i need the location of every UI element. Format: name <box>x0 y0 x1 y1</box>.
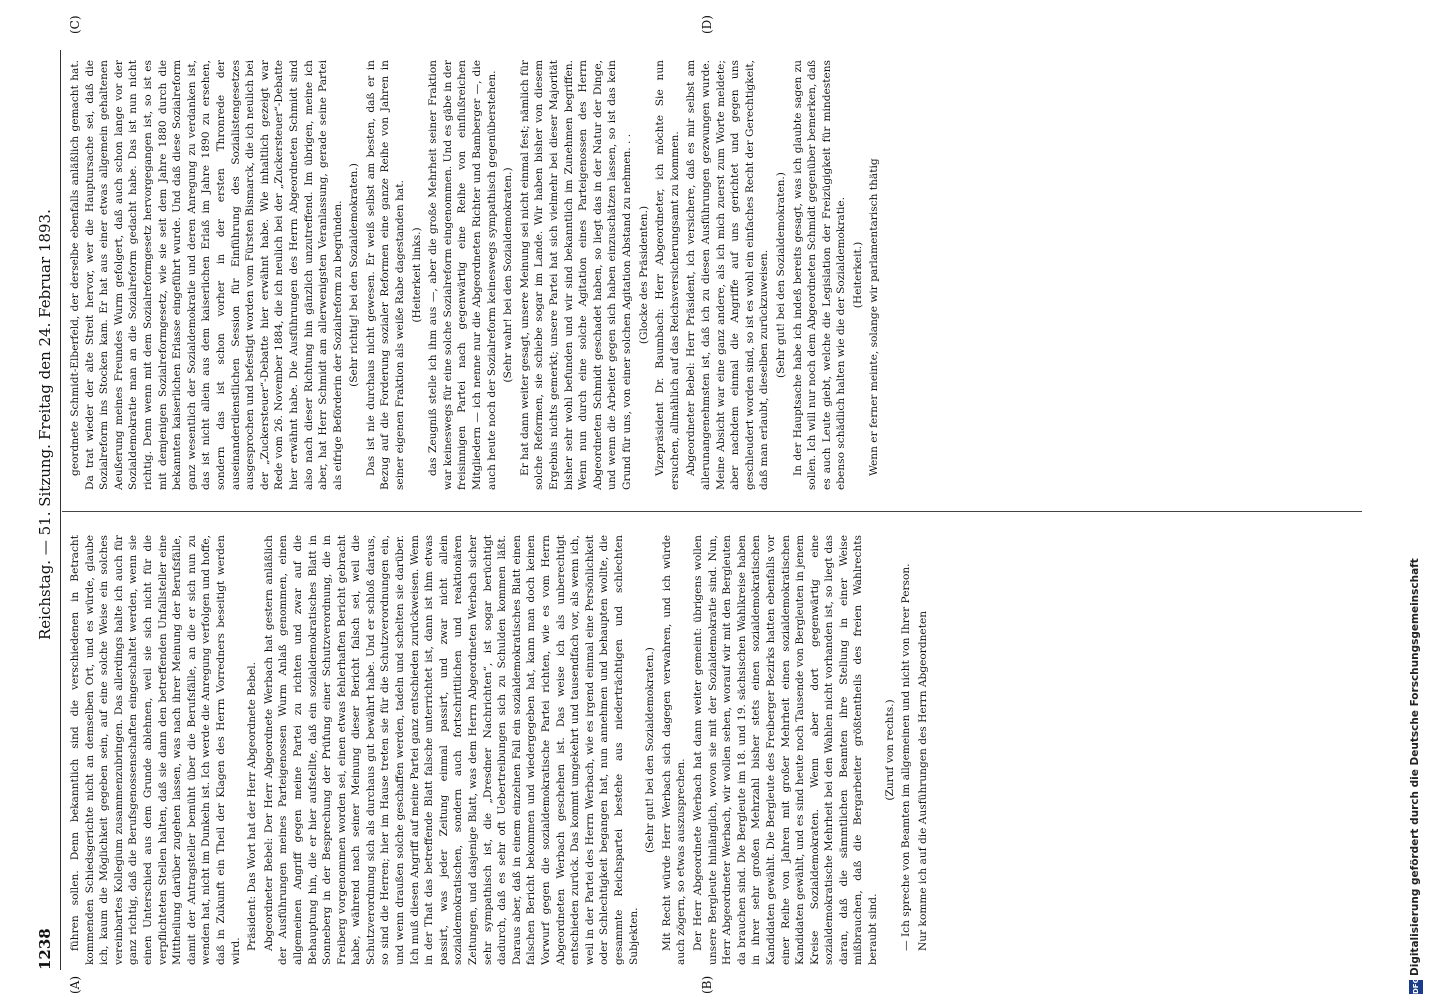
margin-mark-b: (B) <box>700 975 714 994</box>
left-text-column <box>68 535 1368 965</box>
text-paragraph: Der Herr Abgeordnete Werbach hat dann weiter gemeint: übrigens wollen unsere Bergleute hinlänglich, wovon sie mit der Sozialdemokratie sind. Nun, Herr Abgeordneter Werbach, wir wollen sehen, worauf wir mit den Bergleuten da brauchen sind. Die Bergleute im 18. und 19. sächsischen Wahlkreise haben in ihrer sehr großen Mehrzahl bisher stets einen sozialdemokratischen Kandidaten gewählt. Die Bergleute des Freiberger Bezirks hatten ebenfalls vor einer Reihe von Jahren mit großer Mehrheit einen sozialdemokratischen Kandidaten gewählt, und es sind heute noch Tausende von Bergleuten in jenem Kreise Sozialdemokraten. Wenn aber dort gegenwärtig eine sozialdemokratische Mehrheit bei den Wahlen nicht vorhanden ist, so liegt das daran, daß die sämmtlichen Beamten ihre Stellung in einer Weise mißbrauchen, daß die Bergarbeiter größtentheils des freien Wahlrechts beraubt sind. <box>691 535 880 965</box>
right-text-column <box>68 60 1368 490</box>
column-divider <box>62 511 1362 512</box>
text-paragraph: (Sehr gut! bei den Sozialdemokraten.) <box>774 172 787 378</box>
text-paragraph: Vizepräsident Dr. Baumbach: Herr Abgeordneter, ich möchte Sie nun ersuchen, allmählich auf das Reichsversicherungsamt zu kommen. <box>654 60 681 490</box>
text-paragraph: (Sehr wahr! bei den Sozialdemokraten.) <box>502 167 515 383</box>
text-paragraph: (Sehr gut! bei den Sozialdemokraten.) <box>644 647 657 853</box>
text-paragraph: Er hat dann weiter gesagt, unsere Meinung sei nicht einmal fest; nämlich für solche Reformen, sie schiebe sogar im Lande. Wir haben bisher von diesem Ergebnis nichts gemerkt; unsere Partei hat sich vielmehr bei dieser Majorität bisher sehr wohl befunden und wir sind bekanntlich im Zunehmen begriffen. Wenn nun durch eine solche Agitation eines Parteigenossen des Herrn Abgeordneten Schmidt geschadet haben, so liegt das in der Natur der Dinge, und wenn die Arbeiter gegen sich haben einzuschätzen lassen, so ist das kein Grund für uns, von einer solchen Agitation Abstand zu nehmen. . . <box>518 60 633 490</box>
dfg-logo: DFG <box>1409 980 1423 994</box>
text-paragraph: das Zeugniß stelle ich ihm aus —, aber die große Mehrheit seiner Fraktion war keineswegs für eine solche Sozialreform eingenommen. Und es gäbe in der freisinnigen Partei nach gegenwärtig eine Reihe von einflußreichen Mitgliedern — ich nenne nur die Abgeordneten Richter und Bamberger —, die auch heute noch der Sozialreform keineswegs sympathisch gegenüberstehen. <box>427 60 498 490</box>
text-paragraph: (Heiterkeit links.) <box>410 227 423 323</box>
header-title: Reichstag. — 51. Sitzung. <box>36 444 54 640</box>
page-header <box>34 0 62 1000</box>
text-paragraph: führen sollen. Denn bekanntlich sind die verschiedenen in Betracht kommenden Schiedsgerichte nicht an demselben Ort, und es würde, glaube ich, kaum die Möglichkeit gegeben sein, auf eine solche Weise ein solches vereinbartes Kollegium zusammenzubringen. Das allerdings halte ich auch für ganz richtig, daß die Berufsgenossenschaften eingeschaltet werden, wenn sie einen Unterschied aus dem Grunde ablehnen, weil sie sich nicht für die verpflichteten Stellen halten, daß sie dann den betreffenden Unfallsteller eine Mittheilung darüber zugehen lassen, was nach ihrer Meinung der Berufsfälle, damit der Antragsteller bemüht über die Berufsfälle, an die er sich nun zu wenden hat, nicht im Dunkeln ist. Ich werde die Anregung verfolgen und hoffe, daß in Zukunft ein Theil der Klagen des Herrn Vorredners beseitigt werden wird. <box>69 535 242 965</box>
header-date: Freitag den 24. Februar 1893. <box>36 209 54 440</box>
page-footer <box>1405 0 1429 1000</box>
text-paragraph: geordnete Schmidt-Elberfeld, der derselbe ebenfalls anläßlich gemacht hat. Da trat wieder der alte Streit hervor, wer die Hauptursache sei, daß die Sozialreform ins Stocken kam. Er hat aus einer etwas allgemein gehaltenen Aeußerung meines Freundes Wurm gefolgert, daß auch schon lange vor der Sozialdemokratie man an die Sozialreform gedacht habe. Das ist nun nicht richtig. Denn wenn mit dem Sozialreformgesetz hervorgegangen ist, so ist es mit demjenigen Sozialreformgesetz, wie sie seit dem Jahre 1880 durch die bekannten kaiserlichen Erlasse eingeführt wurde. Und daß diese Sozialreform ganz wesentlich der Sozialdemokratie und deren Anregung zu verdanken ist, das ist nicht allein aus dem kaiserlichen Erlaß im Jahre 1890 zu ersehen, sondern das ist schon vorher in der ersten Thronrede der auseinanderdienstlichen Session für Einführung des Sozialistengesetzes ausgesprochen und befestigt worden vom Fürsten Bismarck, die ich neulich bei der „Zuckersteuer“-Debatte hier erwähnt habe. Wie inhaltlich gezeigt war Rede vom 26. November 1884, die ich neulich bei der „Zuckersteuer“-Debatte hier erwähnt habe. Die Ausführungen des Herrn Abgeordneten Schmidt sind also nach dieser Richtung hin gänzlich unzutreffend. Im übrigen, meine ich aber, hat Herr Schmidt am allerwenigsten Veranlassung, gerade seine Partei als eifrige Beförderin der Sozialreform zu begründen. <box>69 60 344 490</box>
text-paragraph: (Glocke des Präsidenten.) <box>637 205 650 345</box>
margin-mark-d: (D) <box>700 15 714 34</box>
page-number: 1238 <box>36 928 54 970</box>
text-paragraph: — Ich spreche von Beamten im allgemeinen und nicht von Ihrer Person. <box>900 563 913 951</box>
digitization-credit: Digitalisierung gefördert durch die Deutsche Forschungsgemeinschaft <box>1409 558 1421 976</box>
header-rule <box>60 50 61 970</box>
text-paragraph: Mit Recht würde Herr Werbach sich dagegen verwahren, und ich würde auch zögern, so etwas auszusprechen. <box>660 535 688 965</box>
margin-mark-c: (C) <box>68 15 82 34</box>
text-paragraph: In der Hauptsache habe ich indeß bereits gesagt, was ich glaubte sagen zu sollen. Ich will nur noch dem Abgeordneten Schmidt gegenüber bemerken, daß es auch Leute giebt, welche die Legislation der Freizügigkeit für mindestens ebenso schädlich halten wie die der Sozialdemokratie. <box>791 60 848 490</box>
text-paragraph: Wenn er ferner meinte, solange wir parlamentarisch thätig <box>868 158 881 476</box>
text-paragraph: (Sehr richtig! bei den Sozialdemokraten.) <box>348 163 361 387</box>
text-paragraph: Nur komme ich auf die Ausführungen des Herrn Abgeordneten <box>916 610 929 951</box>
text-paragraph: (Heiterkeit.) <box>851 241 864 309</box>
text-paragraph: Das ist nie durchaus nicht gewesen. Er weiß selbst am besten, daß er in Bezug auf die Forderung sozialer Reformen eine ganze Reihe von Jahren in seiner eigenen Fraktion als weiße Rabe dagestanden hat. <box>364 60 407 490</box>
text-paragraph: Abgeordneter Bebel: Der Herr Abgeordnete Werbach hat gestern anläßlich der Ausführungen meines Parteigenossen Wurm Anlaß genommen, einen allgemeinen Angriff gegen meine Partei zu richten und zwar auf die Behauptung hin, die er hier aufstellte, daß ein sozialdemokratisches Blatt in Sonneberg in der Besprechung der Prüfung einer Schutzverordnung, die in Freiberg vorgenommen worden sei, einen etwas fehlerhaften Bericht gebracht habe, während nach seiner Meinung dieser Bericht falsch sei, weil die Schutzverordnung sich als durchaus gut bewährt habe. Und er schloß daraus, so sind die Herren; hier im Hause treten sie für die Schutzverordnungen ein, und wenn draußen solche geschaffen werden, tadeln und schelten sie darüber. Ich muß diesen Angriff auf meine Partei ganz entschieden zurückweisen. Wenn in der That das betreffende Blatt falsche unterrichtet ist, dann ist ihm etwas passirt, was jeder Zeitung einmal passirt, und zwar nicht allein sozialdemokratischen, sondern auch fortschrittlichen und reaktionären Zeitungen, und dasjenige Blatt, was dem Herrn Abgeordneten Werbach sicher sehr sympathisch ist, die „Dresdner Nachrichten“, ist sogar berüchtigt dadurch, daß es sehr oft Uebertreibungen sich zu Schulden kommen läßt. Daraus aber, daß in einem einzelnen Fall ein sozialdemokratisches Blatt einen falschen Bericht bekommen und wiedergegeben hat, kann man doch keinen Vorwurf gegen die sozialdemokratische Partei richten, wie es vom Herrn Abgeordneten Werbach geschehen ist. Das weise ich als unberechtigt entschieden zurück. Das kommt umgekehrt und tausendfach vor, als wenn ich, weil in der Partei des Herrn Werbach, wie es irgend einmal eine Persönlichkeit oder Schlechtigkeit begangen hat, nun annehmen und behaupten wollte, die gesammte Reichspartei bestehe aus niederträchtigen und schlechten Subjekten. <box>262 535 640 965</box>
text-paragraph: Präsident: Das Wort hat der Herr Abgeordnete Bebel. <box>246 661 259 951</box>
text-paragraph: Abgeordneter Bebel: Herr Präsident, ich versichere, daß es mir selbst am allerunangenehmsten ist, daß ich zu diesen Ausführungen gezwungen wurde. Meine Absicht war eine ganz andere, als ich mich zuerst zum Worte meldete; aber nachdem einmal die Angriffe auf uns gerichtet und gegen uns geschleudert worden sind, so ist es wohl ein einfaches Recht der Gerechtigkeit, daß man erlaubt, dieselben zurückzuweisen. <box>685 60 771 490</box>
margin-mark-a: (A) <box>68 975 82 994</box>
text-paragraph: (Zuruf von rechts.) <box>883 699 896 801</box>
